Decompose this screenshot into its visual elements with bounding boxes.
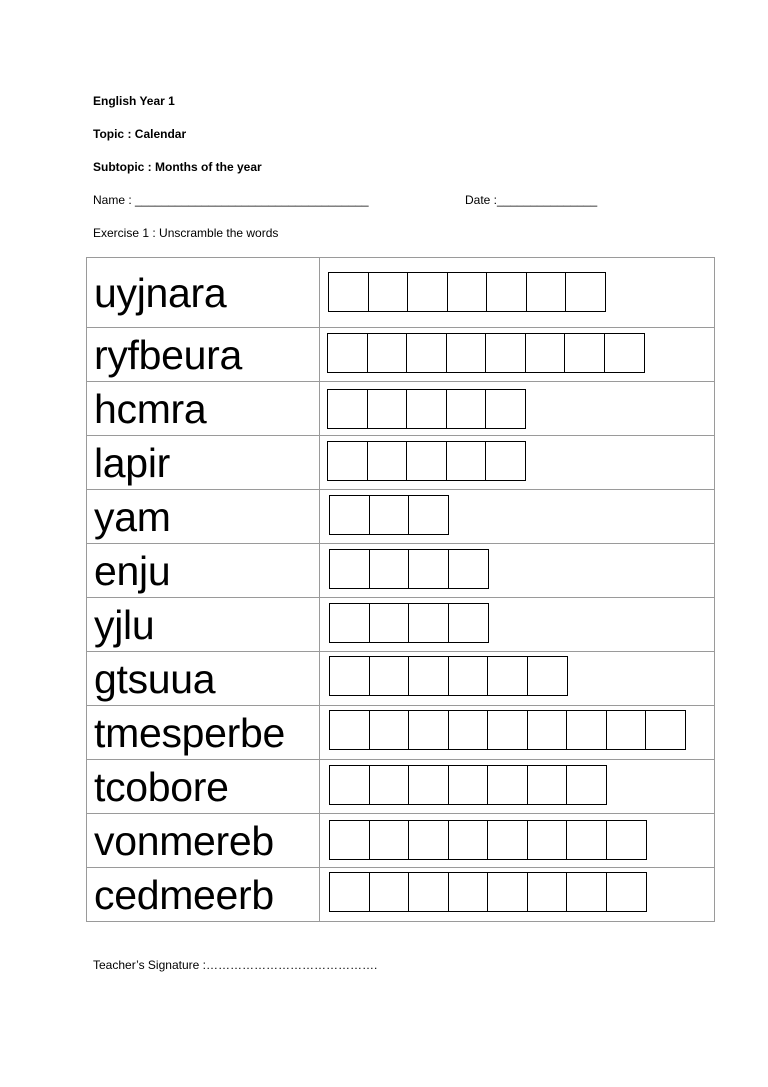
- answer-box-group: [329, 495, 448, 535]
- answer-letter-box[interactable]: [604, 333, 645, 373]
- answer-letter-box[interactable]: [447, 272, 488, 312]
- answer-letter-box[interactable]: [369, 656, 410, 696]
- answer-letter-box[interactable]: [566, 872, 607, 912]
- answer-letter-box[interactable]: [446, 441, 487, 481]
- answer-box-group: [327, 333, 643, 373]
- subtopic-label: Subtopic : Months of the year: [93, 160, 262, 174]
- answer-letter-box[interactable]: [407, 272, 448, 312]
- answer-letter-box[interactable]: [329, 656, 370, 696]
- scrambled-word-cell: [87, 490, 320, 544]
- scrambled-word: hcmra: [94, 385, 207, 432]
- word-row: [87, 328, 715, 382]
- answer-letter-box[interactable]: [487, 820, 528, 860]
- topic-label: Topic : Calendar: [93, 127, 187, 141]
- unscramble-rows: [87, 258, 715, 922]
- answer-letter-box[interactable]: [527, 765, 568, 805]
- answer-box-group: [329, 710, 685, 750]
- answer-letter-box[interactable]: [368, 272, 409, 312]
- answer-letter-box[interactable]: [486, 272, 527, 312]
- answer-letter-box[interactable]: [527, 872, 568, 912]
- answer-letter-box[interactable]: [566, 820, 607, 860]
- answer-letter-box[interactable]: [564, 333, 605, 373]
- answer-boxes-cell: [320, 436, 715, 490]
- subject-title: English Year 1: [93, 94, 175, 108]
- word-row: [87, 382, 715, 436]
- scrambled-word-cell: [87, 328, 320, 382]
- word-row: [87, 706, 715, 760]
- answer-boxes-cell: [320, 652, 715, 706]
- answer-letter-box[interactable]: [329, 495, 370, 535]
- answer-letter-box[interactable]: [525, 333, 566, 373]
- answer-letter-box[interactable]: [485, 441, 526, 481]
- answer-letter-box[interactable]: [369, 820, 410, 860]
- word-row: [87, 436, 715, 490]
- answer-letter-box[interactable]: [329, 603, 370, 643]
- answer-letter-box[interactable]: [526, 272, 567, 312]
- answer-letter-box[interactable]: [408, 549, 449, 589]
- answer-letter-box[interactable]: [327, 389, 368, 429]
- answer-letter-box[interactable]: [329, 710, 370, 750]
- exercise-instruction: Exercise 1 : Unscramble the words: [93, 226, 279, 240]
- scrambled-word: gtsuua: [94, 655, 216, 702]
- answer-letter-box[interactable]: [606, 710, 647, 750]
- word-row: [87, 868, 715, 922]
- answer-letter-box[interactable]: [606, 872, 647, 912]
- teacher-signature: Teacher’s Signature :…………………………………….: [93, 958, 378, 972]
- answer-letter-box[interactable]: [329, 765, 370, 805]
- word-row: [87, 760, 715, 814]
- scrambled-word: tmesperbe: [94, 709, 286, 756]
- scrambled-word-cell: [87, 652, 320, 706]
- scrambled-word-cell: [87, 436, 320, 490]
- answer-boxes-cell: [320, 382, 715, 436]
- answer-letter-box[interactable]: [527, 820, 568, 860]
- name-field: Name : ___________________________________: [93, 193, 369, 207]
- answer-letter-box[interactable]: [408, 603, 449, 643]
- scrambled-word-cell: [87, 258, 320, 328]
- answer-box-group: [329, 872, 645, 912]
- answer-letter-box[interactable]: [369, 765, 410, 805]
- scrambled-word: yam: [94, 493, 171, 540]
- answer-letter-box[interactable]: [448, 710, 489, 750]
- answer-letter-box[interactable]: [606, 820, 647, 860]
- answer-box-group: [329, 549, 487, 589]
- answer-box-group: [329, 656, 566, 696]
- scrambled-word: yjlu: [94, 601, 155, 648]
- answer-letter-box[interactable]: [408, 495, 449, 535]
- scrambled-word-cell: [87, 544, 320, 598]
- word-row: [87, 814, 715, 868]
- answer-letter-box[interactable]: [448, 603, 489, 643]
- answer-letter-box[interactable]: [408, 820, 449, 860]
- scrambled-word: enju: [94, 547, 171, 594]
- unscramble-table: [86, 257, 715, 922]
- word-row: [87, 598, 715, 652]
- scrambled-word-cell: [87, 814, 320, 868]
- scrambled-word: ryfbeura: [94, 331, 243, 378]
- answer-letter-box[interactable]: [408, 710, 449, 750]
- answer-boxes-cell: [320, 868, 715, 922]
- answer-letter-box[interactable]: [406, 389, 447, 429]
- answer-boxes-cell: [320, 706, 715, 760]
- scrambled-word: tcobore: [94, 763, 229, 810]
- answer-letter-box[interactable]: [329, 549, 370, 589]
- answer-boxes-cell: [320, 598, 715, 652]
- answer-letter-box[interactable]: [367, 441, 408, 481]
- answer-letter-box[interactable]: [327, 441, 368, 481]
- answer-letter-box[interactable]: [408, 656, 449, 696]
- answer-box-group: [329, 603, 487, 643]
- answer-letter-box[interactable]: [408, 765, 449, 805]
- answer-letter-box[interactable]: [446, 333, 487, 373]
- word-row: [87, 490, 715, 544]
- answer-letter-box[interactable]: [565, 272, 606, 312]
- answer-box-group: [329, 820, 645, 860]
- word-row: [87, 544, 715, 598]
- answer-letter-box[interactable]: [448, 872, 489, 912]
- scrambled-word-cell: [87, 760, 320, 814]
- answer-boxes-cell: [320, 814, 715, 868]
- word-row: [87, 652, 715, 706]
- scrambled-word-cell: [87, 598, 320, 652]
- answer-letter-box[interactable]: [527, 656, 568, 696]
- scrambled-word-cell: [87, 382, 320, 436]
- answer-letter-box[interactable]: [406, 333, 447, 373]
- answer-letter-box[interactable]: [369, 872, 410, 912]
- answer-letter-box[interactable]: [408, 872, 449, 912]
- answer-letter-box[interactable]: [329, 872, 370, 912]
- answer-boxes-cell: [320, 490, 715, 544]
- answer-box-group: [329, 765, 606, 805]
- answer-letter-box[interactable]: [487, 765, 528, 805]
- answer-letter-box[interactable]: [645, 710, 686, 750]
- answer-boxes-cell: [320, 760, 715, 814]
- answer-letter-box[interactable]: [487, 656, 528, 696]
- answer-letter-box[interactable]: [367, 333, 408, 373]
- answer-letter-box[interactable]: [446, 389, 487, 429]
- scrambled-word: lapir: [94, 439, 170, 486]
- answer-letter-box[interactable]: [487, 872, 528, 912]
- answer-letter-box[interactable]: [369, 549, 410, 589]
- scrambled-word-cell: [87, 868, 320, 922]
- scrambled-word: uyjnara: [94, 269, 227, 316]
- answer-boxes-cell: [320, 258, 715, 328]
- answer-box-group: [328, 272, 605, 312]
- answer-letter-box[interactable]: [448, 820, 489, 860]
- answer-letter-box[interactable]: [369, 710, 410, 750]
- answer-box-group: [327, 389, 525, 429]
- answer-letter-box[interactable]: [369, 603, 410, 643]
- answer-box-group: [327, 441, 525, 481]
- answer-letter-box[interactable]: [329, 820, 370, 860]
- answer-boxes-cell: [320, 544, 715, 598]
- answer-letter-box[interactable]: [369, 495, 410, 535]
- answer-letter-box[interactable]: [406, 441, 447, 481]
- answer-boxes-cell: [320, 328, 715, 382]
- answer-letter-box[interactable]: [367, 389, 408, 429]
- word-row: [87, 258, 715, 328]
- answer-letter-box[interactable]: [527, 710, 568, 750]
- scrambled-word: vonmereb: [94, 817, 274, 864]
- answer-letter-box[interactable]: [448, 656, 489, 696]
- date-field: Date :_______________: [465, 193, 598, 207]
- answer-letter-box[interactable]: [328, 272, 369, 312]
- answer-letter-box[interactable]: [485, 333, 526, 373]
- answer-letter-box[interactable]: [448, 765, 489, 805]
- answer-letter-box[interactable]: [487, 710, 528, 750]
- answer-letter-box[interactable]: [566, 710, 607, 750]
- scrambled-word: cedmeerb: [94, 871, 274, 918]
- answer-letter-box[interactable]: [448, 549, 489, 589]
- answer-letter-box[interactable]: [566, 765, 607, 805]
- scrambled-word-cell: [87, 706, 320, 760]
- answer-letter-box[interactable]: [485, 389, 526, 429]
- answer-letter-box[interactable]: [327, 333, 368, 373]
